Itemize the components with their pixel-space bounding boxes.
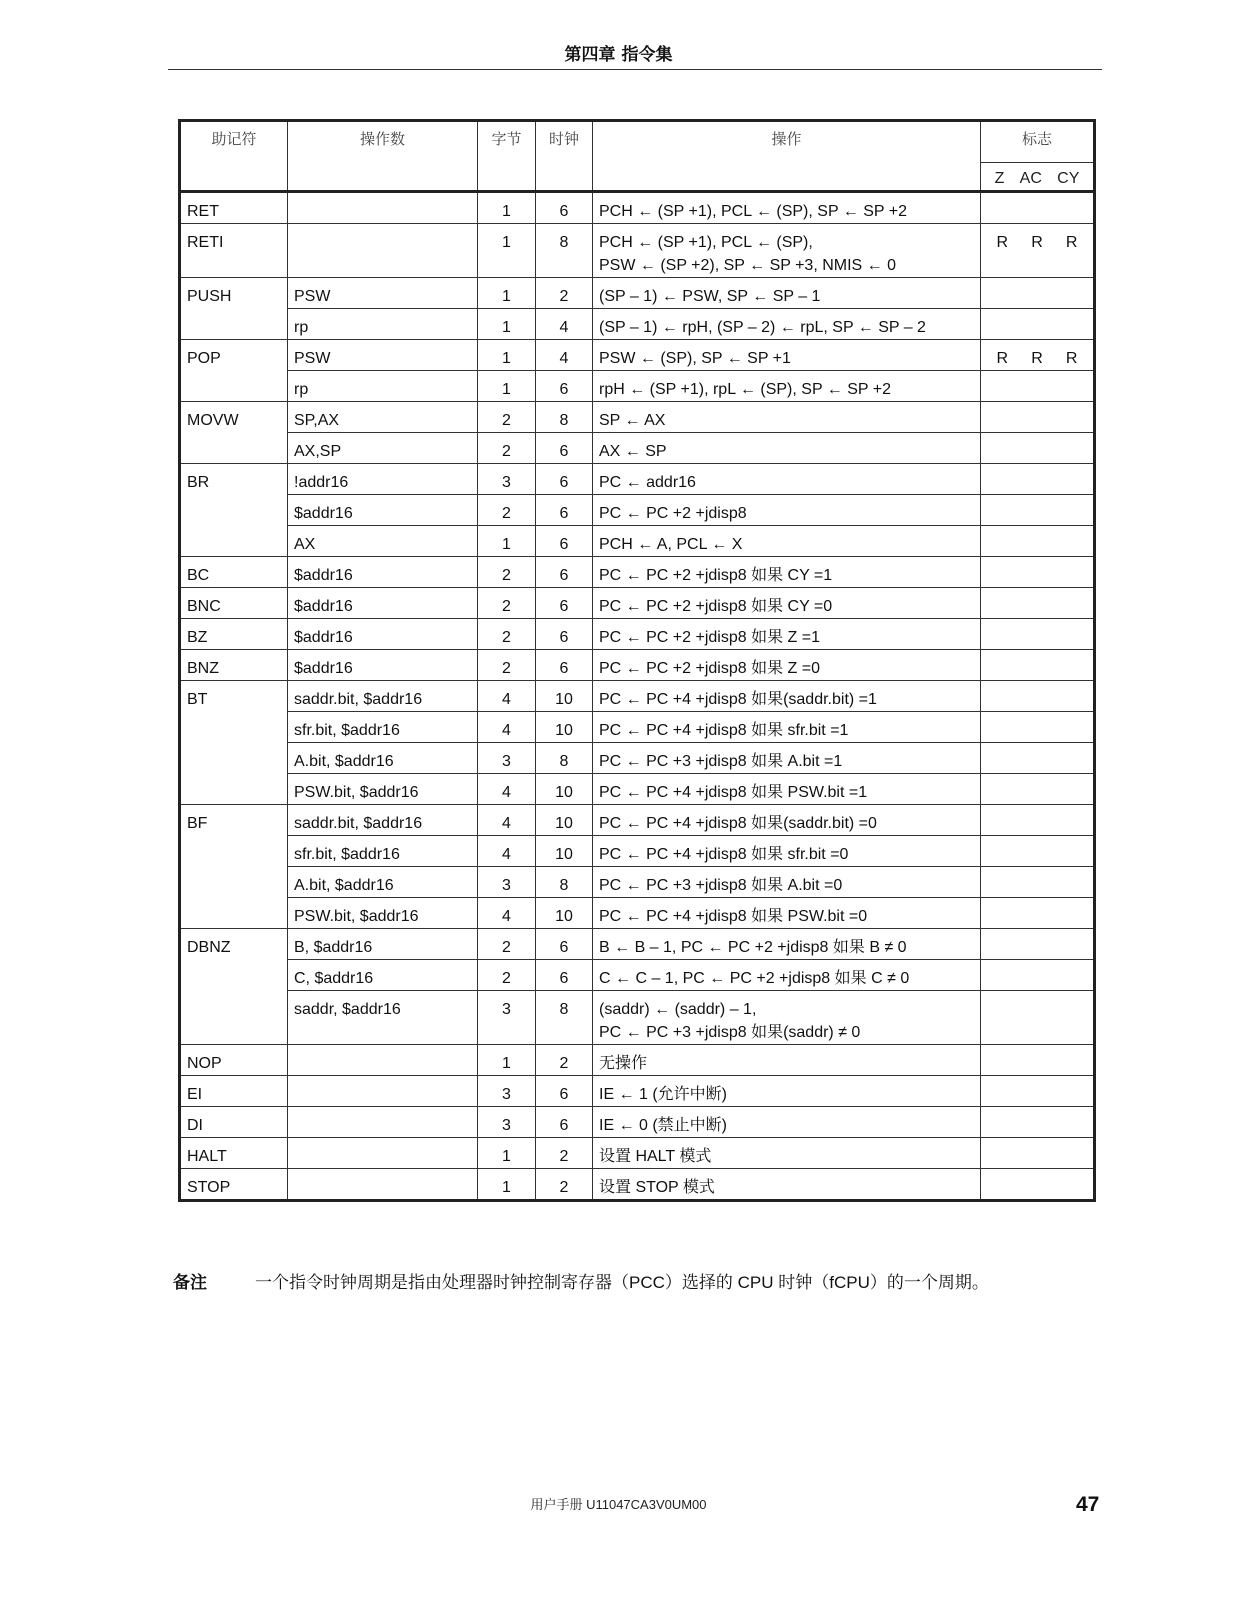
- clocks-cell: 4: [536, 340, 593, 371]
- operation-line: PSW ← (SP), SP ← SP +1: [599, 350, 791, 367]
- bytes-cell: 3: [478, 743, 536, 774]
- mnemonic-cell: [180, 743, 288, 774]
- header-divider: [168, 69, 1102, 70]
- operand-cell: [288, 192, 478, 224]
- mnemonic-cell: POP: [180, 340, 288, 371]
- operation-line: IE ← 1 (允许中断): [599, 1086, 728, 1103]
- flags-cell: [981, 743, 1095, 774]
- operand-cell: [288, 1076, 478, 1107]
- operation-cell: [593, 1076, 981, 1107]
- operation-cell: [593, 898, 981, 929]
- bytes-cell: 4: [478, 774, 536, 805]
- clocks-cell: 10: [536, 681, 593, 712]
- col-header-operand: 操作数: [288, 121, 478, 192]
- mnemonic-cell: [180, 712, 288, 743]
- mnemonic-cell: BNZ: [180, 650, 288, 681]
- operation-line: PC ← PC +2 +jdisp8 如果 Z =1: [599, 629, 820, 646]
- clocks-cell: 6: [536, 464, 593, 495]
- operation-cell: [593, 774, 981, 805]
- operation-line: PCH ← (SP +1), PCL ← (SP), SP ← SP +2: [599, 203, 907, 220]
- flag-ac-value: R: [1031, 234, 1043, 251]
- mnemonic-cell: [180, 867, 288, 898]
- table-row: [180, 681, 1095, 712]
- chapter-title: 第四章 指令集: [564, 45, 673, 65]
- operation-line: IE ← 0 (禁止中断): [599, 1117, 728, 1134]
- table-row: [180, 1076, 1095, 1107]
- table-row: [180, 929, 1095, 960]
- bytes-cell: 4: [478, 681, 536, 712]
- operation-line: 无操作: [599, 1055, 648, 1072]
- operand-cell: $addr16: [288, 588, 478, 619]
- operation-cell: [593, 929, 981, 960]
- flags-cell: [981, 1045, 1095, 1076]
- operation-line: PC ← PC +3 +jdisp8 如果 A.bit =1: [599, 753, 843, 770]
- bytes-cell: 3: [478, 991, 536, 1045]
- table-row: [180, 371, 1095, 402]
- table-row: [180, 557, 1095, 588]
- mnemonic-cell: [180, 309, 288, 340]
- table-row: [180, 1169, 1095, 1201]
- clocks-cell: 10: [536, 805, 593, 836]
- mnemonic-cell: NOP: [180, 1045, 288, 1076]
- operation-cell: [593, 588, 981, 619]
- operation-cell: [593, 278, 981, 309]
- table-row: [180, 464, 1095, 495]
- mnemonic-cell: BC: [180, 557, 288, 588]
- operation-line: PC ← PC +2 +jdisp8 如果 Z =0: [599, 660, 820, 677]
- operand-cell: PSW.bit, $addr16: [288, 898, 478, 929]
- table-row: [180, 192, 1095, 224]
- operation-line: PSW ← (SP +2), SP ← SP +3, NMIS ← 0: [599, 257, 896, 274]
- clocks-cell: 6: [536, 557, 593, 588]
- operation-cell: [593, 433, 981, 464]
- table-row: [180, 495, 1095, 526]
- operation-cell: [593, 681, 981, 712]
- operation-cell: [593, 1045, 981, 1076]
- bytes-cell: 1: [478, 224, 536, 278]
- flags-cell: [981, 991, 1095, 1045]
- bytes-cell: 1: [478, 526, 536, 557]
- operand-cell: PSW.bit, $addr16: [288, 774, 478, 805]
- bytes-cell: 3: [478, 1107, 536, 1138]
- flags-cell: [981, 309, 1095, 340]
- clocks-cell: 10: [536, 898, 593, 929]
- table-row: [180, 224, 1095, 278]
- clocks-cell: 2: [536, 1045, 593, 1076]
- flags-cell: [981, 402, 1095, 433]
- operation-cell: [593, 557, 981, 588]
- flags-cell: [981, 495, 1095, 526]
- flags-cell: [981, 867, 1095, 898]
- operation-cell: [593, 867, 981, 898]
- operand-cell: [288, 224, 478, 278]
- operation-cell: [593, 712, 981, 743]
- bytes-cell: 2: [478, 402, 536, 433]
- clocks-cell: 2: [536, 1138, 593, 1169]
- clocks-cell: 6: [536, 526, 593, 557]
- table-row: [180, 836, 1095, 867]
- mnemonic-cell: DI: [180, 1107, 288, 1138]
- flags-cell: [981, 619, 1095, 650]
- flags-cell: [981, 224, 1095, 278]
- table-row: [180, 588, 1095, 619]
- clocks-cell: 6: [536, 1107, 593, 1138]
- flags-cell: [981, 836, 1095, 867]
- mnemonic-cell: EI: [180, 1076, 288, 1107]
- flags-cell: [981, 278, 1095, 309]
- flag-cy-value: R: [1065, 234, 1078, 251]
- flags-cell: [981, 681, 1095, 712]
- col-header-operation: 操作: [593, 121, 981, 192]
- clocks-cell: 8: [536, 867, 593, 898]
- mnemonic-cell: MOVW: [180, 402, 288, 433]
- clocks-cell: 6: [536, 929, 593, 960]
- bytes-cell: 1: [478, 1138, 536, 1169]
- bytes-cell: 2: [478, 650, 536, 681]
- flag-z-value: R: [996, 350, 1009, 367]
- flags-cell: [981, 774, 1095, 805]
- table-row: [180, 1045, 1095, 1076]
- mnemonic-cell: [180, 371, 288, 402]
- mnemonic-cell: RET: [180, 192, 288, 224]
- operand-cell: $addr16: [288, 650, 478, 681]
- operation-cell: [593, 743, 981, 774]
- mnemonic-cell: DBNZ: [180, 929, 288, 960]
- bytes-cell: 2: [478, 495, 536, 526]
- clocks-cell: 6: [536, 192, 593, 224]
- operand-cell: saddr.bit, $addr16: [288, 681, 478, 712]
- table-body: [180, 192, 1095, 1201]
- flag-header-ac: AC: [1019, 170, 1042, 187]
- clocks-cell: 6: [536, 495, 593, 526]
- operation-cell: [593, 960, 981, 991]
- operation-line: PC ← PC +2 +jdisp8 如果 CY =0: [599, 598, 833, 615]
- operation-cell: [593, 371, 981, 402]
- operation-line: PC ← PC +2 +jdisp8 如果 CY =1: [599, 567, 833, 584]
- table-row: [180, 774, 1095, 805]
- operand-cell: $addr16: [288, 619, 478, 650]
- flags-cell: [981, 960, 1095, 991]
- operand-cell: [288, 1107, 478, 1138]
- operation-cell: [593, 526, 981, 557]
- flags-cell: [981, 898, 1095, 929]
- flags-cell: [981, 192, 1095, 224]
- page-number: 47: [1076, 1493, 1100, 1516]
- operand-cell: PSW: [288, 340, 478, 371]
- table-row: [180, 991, 1095, 1045]
- operation-line: C ← C – 1, PC ← PC +2 +jdisp8 如果 C ≠ 0: [599, 970, 910, 987]
- clocks-cell: 2: [536, 278, 593, 309]
- table-row: [180, 712, 1095, 743]
- clocks-cell: 10: [536, 712, 593, 743]
- clocks-cell: 6: [536, 960, 593, 991]
- table-row: [180, 278, 1095, 309]
- flags-cell: [981, 340, 1095, 371]
- operand-cell: A.bit, $addr16: [288, 743, 478, 774]
- instruction-table: [178, 119, 1096, 1202]
- note-label: 备注: [173, 1273, 207, 1293]
- flags-cell: [981, 464, 1095, 495]
- operation-line: B ← B – 1, PC ← PC +2 +jdisp8 如果 B ≠ 0: [599, 939, 907, 956]
- operand-cell: C, $addr16: [288, 960, 478, 991]
- bytes-cell: 4: [478, 712, 536, 743]
- operand-cell: sfr.bit, $addr16: [288, 836, 478, 867]
- bytes-cell: 1: [478, 278, 536, 309]
- flag-header-z: Z: [994, 170, 1005, 187]
- bytes-cell: 1: [478, 371, 536, 402]
- bytes-cell: 1: [478, 309, 536, 340]
- table-row: [180, 650, 1095, 681]
- bytes-cell: 2: [478, 960, 536, 991]
- operand-cell: [288, 1045, 478, 1076]
- clocks-cell: 10: [536, 836, 593, 867]
- mnemonic-cell: [180, 960, 288, 991]
- bytes-cell: 2: [478, 557, 536, 588]
- note-text: 一个指令时钟周期是指由处理器时钟控制寄存器（PCC）选择的 CPU 时钟（fCPU）的一个周期。: [255, 1273, 989, 1292]
- operand-cell: AX: [288, 526, 478, 557]
- clocks-cell: 4: [536, 309, 593, 340]
- table-row: [180, 309, 1095, 340]
- instruction-table-wrapper: [178, 119, 1093, 1202]
- bytes-cell: 4: [478, 898, 536, 929]
- table-row: [180, 1138, 1095, 1169]
- flag-cy-value: R: [1065, 350, 1078, 367]
- flag-subheaders: [981, 163, 1095, 192]
- operand-cell: PSW: [288, 278, 478, 309]
- bytes-cell: 4: [478, 805, 536, 836]
- bytes-cell: 1: [478, 1045, 536, 1076]
- bytes-cell: 3: [478, 867, 536, 898]
- flags-cell: [981, 1169, 1095, 1201]
- col-header-mnemonic: 助记符: [180, 121, 288, 192]
- mnemonic-cell: [180, 433, 288, 464]
- flags-cell: [981, 1076, 1095, 1107]
- flags-cell: [981, 1107, 1095, 1138]
- operation-cell: [593, 650, 981, 681]
- mnemonic-cell: [180, 991, 288, 1045]
- clocks-cell: 6: [536, 619, 593, 650]
- operation-line: PC ← PC +2 +jdisp8: [599, 505, 747, 522]
- operand-cell: SP,AX: [288, 402, 478, 433]
- mnemonic-cell: RETI: [180, 224, 288, 278]
- mnemonic-cell: BNC: [180, 588, 288, 619]
- mnemonic-cell: [180, 836, 288, 867]
- clocks-cell: 10: [536, 774, 593, 805]
- flags-cell: [981, 712, 1095, 743]
- operation-line: PCH ← A, PCL ← X: [599, 536, 743, 553]
- operand-cell: sfr.bit, $addr16: [288, 712, 478, 743]
- operation-line: rpH ← (SP +1), rpL ← (SP), SP ← SP +2: [599, 381, 891, 398]
- operation-line: (SP – 1) ← rpH, (SP – 2) ← rpL, SP ← SP – 2: [599, 319, 926, 336]
- operand-cell: rp: [288, 309, 478, 340]
- bytes-cell: 3: [478, 464, 536, 495]
- flags-cell: [981, 433, 1095, 464]
- mnemonic-cell: [180, 774, 288, 805]
- operation-line: 设置 HALT 模式: [599, 1148, 712, 1165]
- operation-cell: [593, 224, 981, 278]
- footer-manual-id: 用户手册 U11047CA3V0UM00: [530, 1497, 707, 1512]
- operand-cell: saddr.bit, $addr16: [288, 805, 478, 836]
- operation-cell: [593, 1107, 981, 1138]
- table-row: [180, 526, 1095, 557]
- operation-line: PC ← PC +4 +jdisp8 如果 sfr.bit =0: [599, 846, 849, 863]
- operation-cell: [593, 464, 981, 495]
- bytes-cell: 1: [478, 340, 536, 371]
- flags-cell: [981, 588, 1095, 619]
- clocks-cell: 6: [536, 371, 593, 402]
- operand-cell: A.bit, $addr16: [288, 867, 478, 898]
- bytes-cell: 2: [478, 619, 536, 650]
- operation-line: 设置 STOP 模式: [599, 1179, 715, 1196]
- operation-cell: [593, 991, 981, 1045]
- table-row: [180, 1107, 1095, 1138]
- clocks-cell: 6: [536, 433, 593, 464]
- flag-header-cy: CY: [1057, 170, 1080, 187]
- operation-cell: [593, 340, 981, 371]
- mnemonic-cell: PUSH: [180, 278, 288, 309]
- col-header-bytes: 字节: [478, 121, 536, 192]
- operation-line: PC ← PC +3 +jdisp8 如果(saddr) ≠ 0: [599, 1024, 861, 1041]
- mnemonic-cell: BR: [180, 464, 288, 495]
- mnemonic-cell: [180, 495, 288, 526]
- operation-line: SP ← AX: [599, 412, 666, 429]
- mnemonic-cell: [180, 526, 288, 557]
- mnemonic-cell: BT: [180, 681, 288, 712]
- mnemonic-cell: BF: [180, 805, 288, 836]
- operation-line: PC ← PC +4 +jdisp8 如果(saddr.bit) =0: [599, 815, 877, 832]
- bytes-cell: 2: [478, 588, 536, 619]
- operand-cell: saddr, $addr16: [288, 991, 478, 1045]
- table-row: [180, 960, 1095, 991]
- bytes-cell: 1: [478, 1169, 536, 1201]
- clocks-cell: 6: [536, 650, 593, 681]
- operand-cell: $addr16: [288, 557, 478, 588]
- flags-cell: [981, 557, 1095, 588]
- flag-ac-value: R: [1031, 350, 1043, 367]
- operation-cell: [593, 805, 981, 836]
- operation-line: PC ← PC +3 +jdisp8 如果 A.bit =0: [599, 877, 843, 894]
- operation-cell: [593, 619, 981, 650]
- operation-cell: [593, 402, 981, 433]
- col-header-clocks: 时钟: [536, 121, 593, 192]
- mnemonic-cell: HALT: [180, 1138, 288, 1169]
- operation-cell: [593, 309, 981, 340]
- operation-cell: [593, 1169, 981, 1201]
- table-row: [180, 402, 1095, 433]
- bytes-cell: 4: [478, 836, 536, 867]
- operand-cell: $addr16: [288, 495, 478, 526]
- clocks-cell: 8: [536, 402, 593, 433]
- table-row: [180, 433, 1095, 464]
- table-row: [180, 805, 1095, 836]
- table-row: [180, 898, 1095, 929]
- flags-cell: [981, 805, 1095, 836]
- operation-cell: [593, 495, 981, 526]
- flags-cell: [981, 650, 1095, 681]
- clocks-cell: 8: [536, 224, 593, 278]
- mnemonic-cell: [180, 898, 288, 929]
- table-row: [180, 743, 1095, 774]
- bytes-cell: 3: [478, 1076, 536, 1107]
- operand-cell: B, $addr16: [288, 929, 478, 960]
- operation-line: PCH ← (SP +1), PCL ← (SP),: [599, 234, 813, 251]
- flags-cell: [981, 371, 1095, 402]
- table-row: [180, 340, 1095, 371]
- operation-cell: [593, 192, 981, 224]
- operand-cell: !addr16: [288, 464, 478, 495]
- operation-cell: [593, 836, 981, 867]
- bytes-cell: 2: [478, 929, 536, 960]
- operand-cell: AX,SP: [288, 433, 478, 464]
- mnemonic-cell: BZ: [180, 619, 288, 650]
- operand-cell: rp: [288, 371, 478, 402]
- operation-line: PC ← PC +4 +jdisp8 如果 sfr.bit =1: [599, 722, 849, 739]
- operation-line: PC ← PC +4 +jdisp8 如果 PSW.bit =1: [599, 784, 868, 801]
- table-row: [180, 619, 1095, 650]
- clocks-cell: 8: [536, 991, 593, 1045]
- flags-cell: [981, 1138, 1095, 1169]
- table-row: [180, 867, 1095, 898]
- operation-cell: [593, 1138, 981, 1169]
- operation-line: AX ← SP: [599, 443, 667, 460]
- col-header-flags: 标志: [981, 121, 1095, 163]
- operand-cell: [288, 1138, 478, 1169]
- operation-line: PC ← PC +4 +jdisp8 如果 PSW.bit =0: [599, 908, 868, 925]
- flags-cell: [981, 526, 1095, 557]
- clocks-cell: 6: [536, 588, 593, 619]
- flag-z-value: R: [996, 234, 1009, 251]
- operation-line: (SP – 1) ← PSW, SP ← SP – 1: [599, 288, 821, 305]
- operation-line: PC ← addr16: [599, 474, 696, 491]
- operation-line: (saddr) ← (saddr) – 1,: [599, 1001, 757, 1018]
- flags-cell: [981, 929, 1095, 960]
- clocks-cell: 6: [536, 1076, 593, 1107]
- operation-line: PC ← PC +4 +jdisp8 如果(saddr.bit) =1: [599, 691, 877, 708]
- clocks-cell: 2: [536, 1169, 593, 1201]
- operand-cell: [288, 1169, 478, 1201]
- bytes-cell: 2: [478, 433, 536, 464]
- bytes-cell: 1: [478, 192, 536, 224]
- mnemonic-cell: STOP: [180, 1169, 288, 1201]
- clocks-cell: 8: [536, 743, 593, 774]
